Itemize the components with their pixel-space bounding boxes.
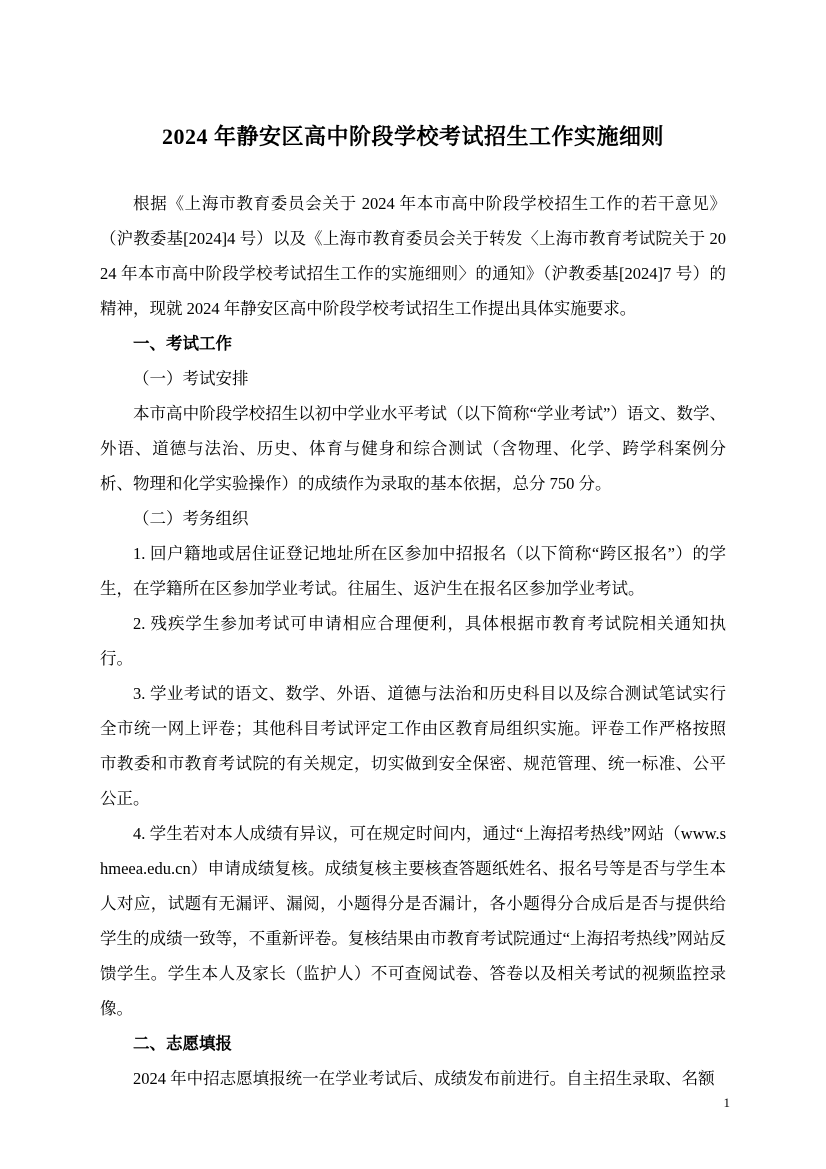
exam-organization-item-2: 2. 残疾学生参加考试可申请相应合理便利，具体根据市教育考试院相关通知执行。 [100, 614, 726, 668]
subsection-exam-organization: （二）考务组织 [133, 509, 249, 528]
section-heading-volunteer-filling: 二、志愿填报 [133, 1034, 232, 1053]
intro-paragraph: 根据《上海市教育委员会关于 2024 年本市高中阶段学校招生工作的若干意见》（沪教委基[2024]4 号）以及《上海市教育委员会关于转发〈上海市教育考试院关于 2024 年本市高中阶段学校考试招生工作的实施细则〉的通知》（沪教委基[2024]7 号）的精神，现就 2024 年静安区高中阶段学校考试招生工作提出具体实施要求。 [100, 194, 726, 318]
exam-organization-item-1: 1. 回户籍地或居住证登记地址所在区参加中招报名（以下简称“跨区报名”）的学生，在学籍所在区参加学业考试。往届生、返沪生在报名区参加学业考试。 [100, 544, 726, 598]
exam-arrangement-paragraph: 本市高中阶段学校招生以初中学业水平考试（以下简称“学业考试”）语文、数学、外语、道德与法治、历史、体育与健身和综合测试（含物理、化学、跨学科案例分析、物理和化学实验操作）的成绩作为录取的基本依据，总分 750 分。 [100, 404, 726, 493]
document-title: 2024 年静安区高中阶段学校考试招生工作实施细则 [161, 124, 664, 149]
section-heading-exam-work: 一、考试工作 [133, 334, 232, 353]
exam-organization-item-4: 4. 学生若对本人成绩有异议，可在规定时间内，通过“上海招考热线”网站（www.shmeea.edu.cn）申请成绩复核。成绩复核主要核查答题纸姓名、报名号等是否与学生本人对应，试题有无漏评、漏阅，小题得分是否漏计，各小题得分合成后是否与提供给学生的成绩一致等，不重新评卷。复核结果由市教育考试院通过“上海招考热线”网站反馈学生。学生本人及家长（监护人）不可查阅试卷、答卷以及相关考试的视频监控录像。 [100, 824, 726, 1018]
document-body [100, 122, 726, 1096]
page-number: 1 [723, 1095, 730, 1110]
exam-organization-item-3: 3. 学业考试的语文、数学、外语、道德与法治和历史科目以及综合测试笔试实行全市统一网上评卷；其他科目考试评定工作由区教育局组织实施。评卷工作严格按照市教委和市教育考试院的有关规定，切实做到安全保密、规范管理、统一标准、公平公正。 [100, 684, 726, 808]
subsection-exam-arrangement: （一）考试安排 [133, 369, 249, 388]
volunteer-filling-paragraph: 2024 年中招志愿填报统一在学业考试后、成绩发布前进行。自主招生录取、名额 [133, 1069, 715, 1088]
